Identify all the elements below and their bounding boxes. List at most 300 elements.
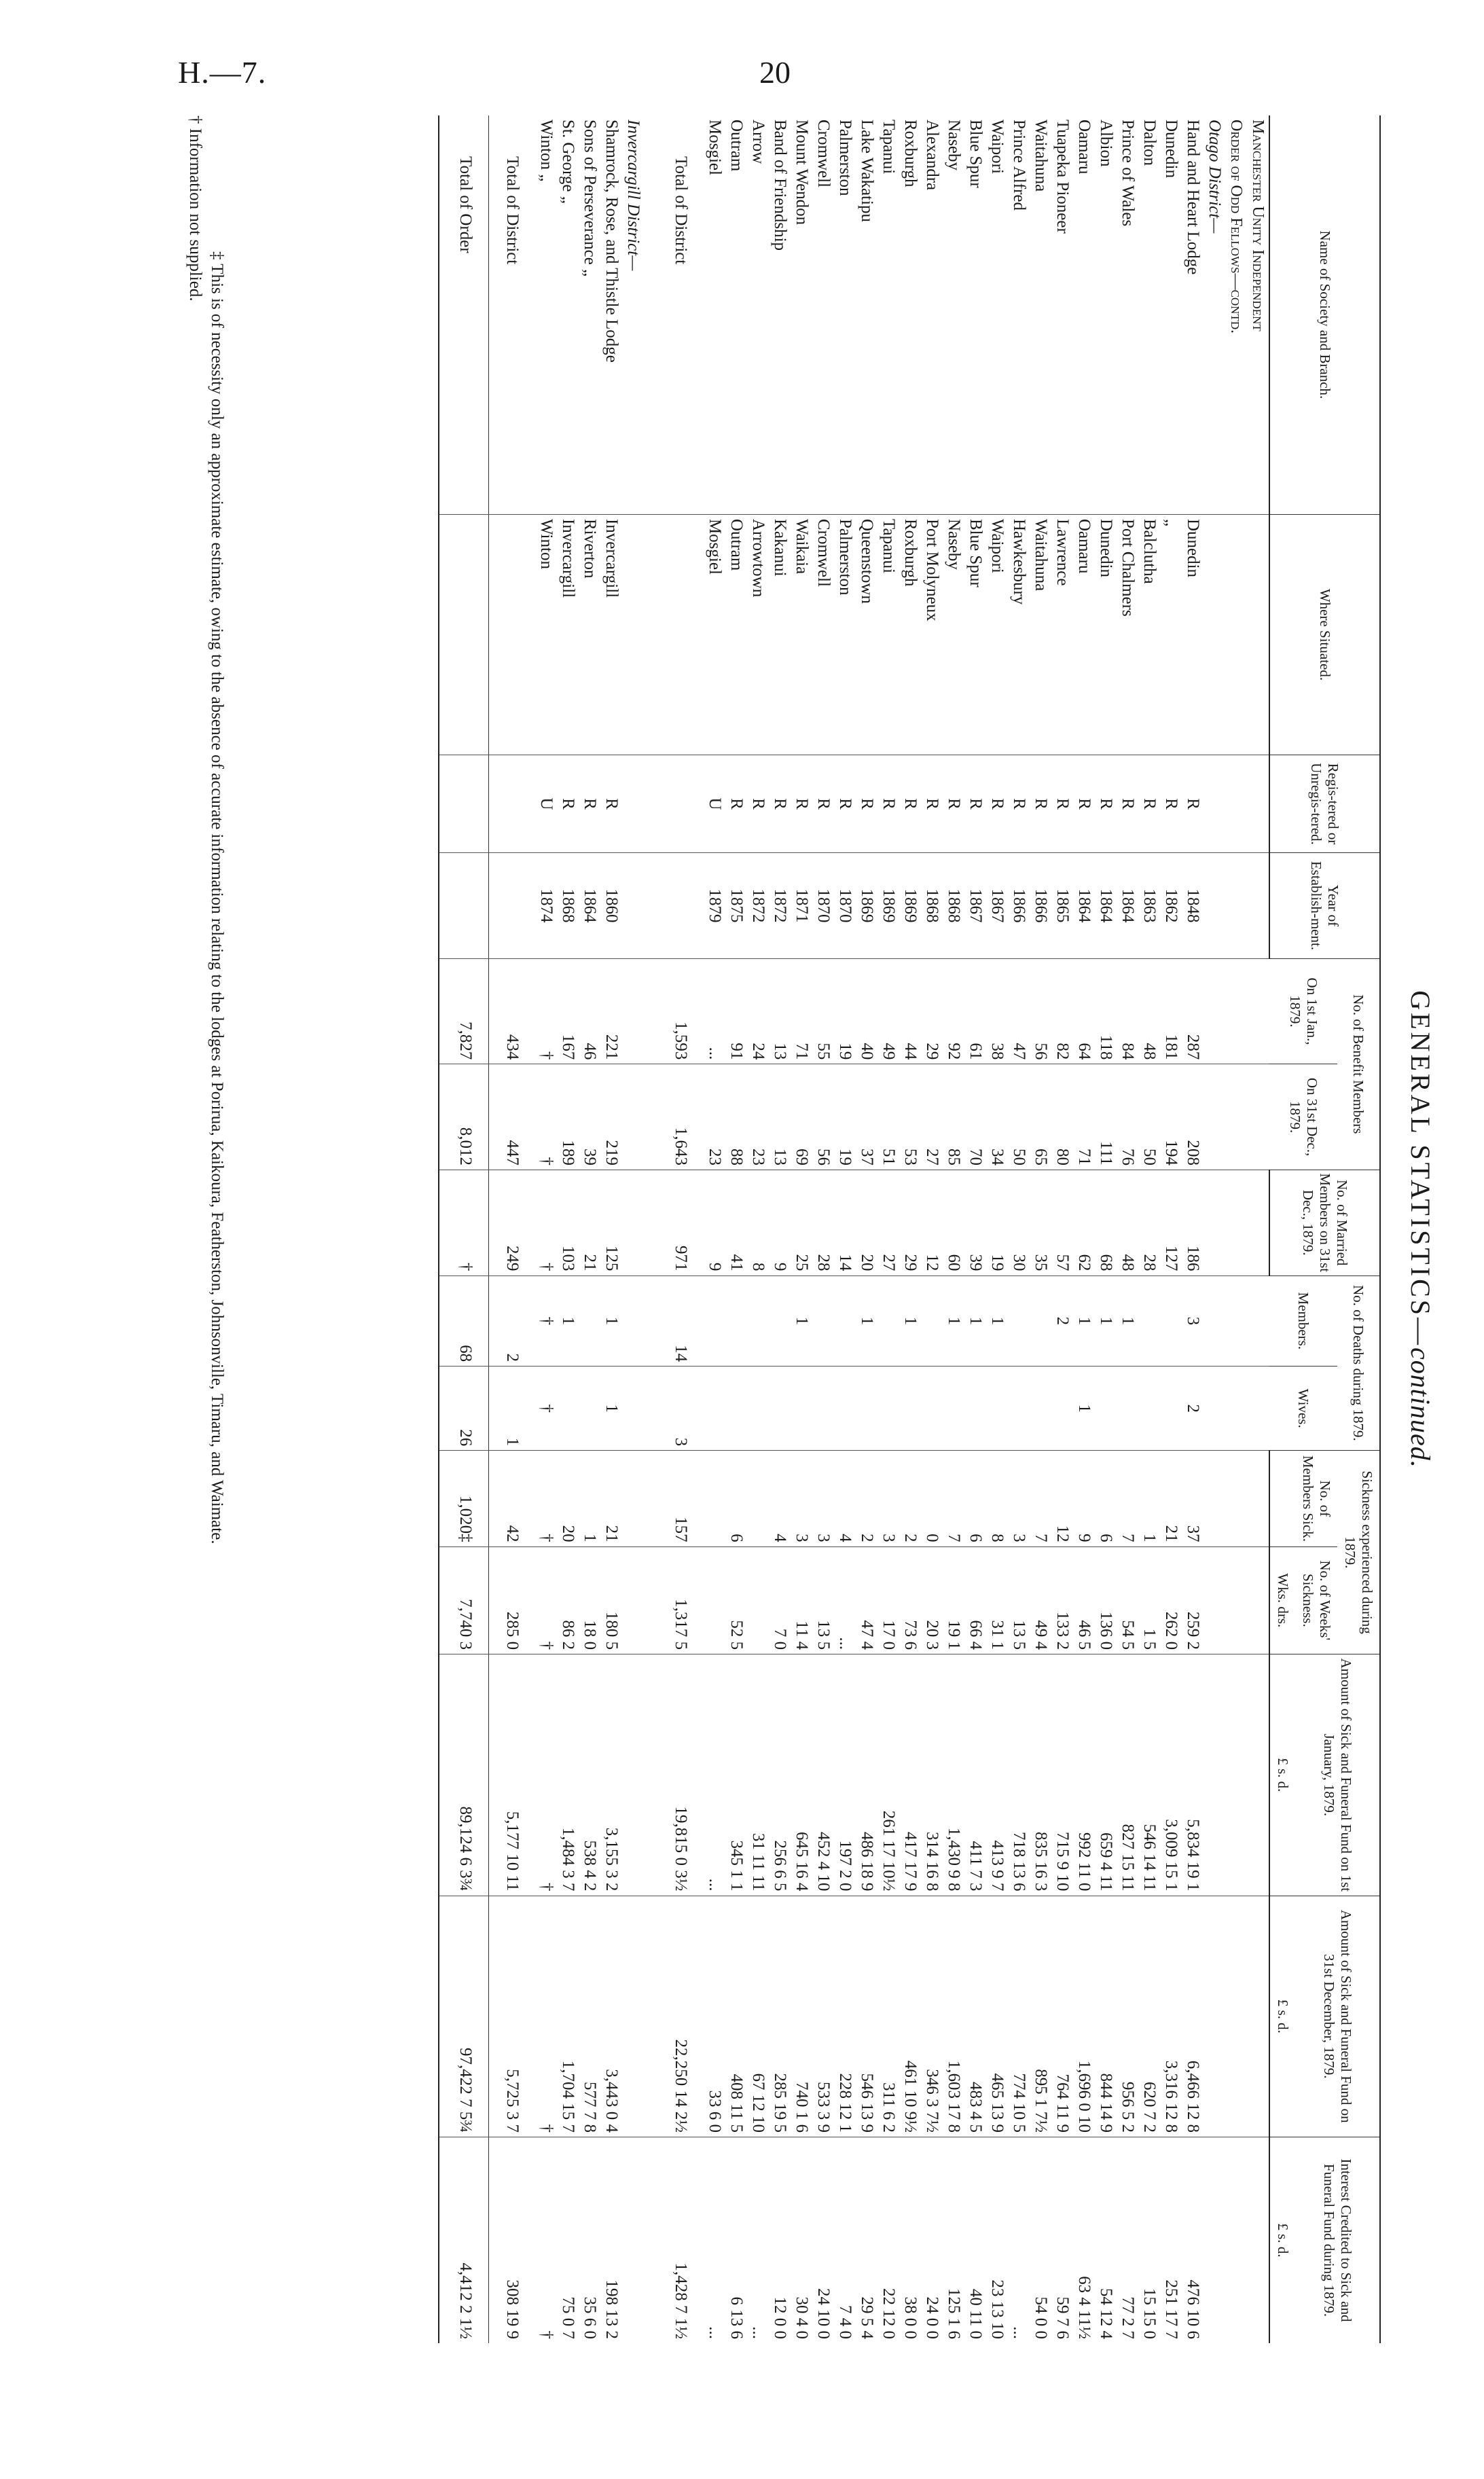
cell-f2: 461 10 9½ bbox=[899, 1896, 921, 2137]
cell-where: Tapanui bbox=[877, 514, 899, 755]
cell-dm: 1 bbox=[1095, 1275, 1117, 1367]
table-row bbox=[1051, 115, 1073, 2343]
otago-total-deaths-wives: 3 bbox=[657, 1367, 704, 1451]
cell-bd: 80 bbox=[1051, 1064, 1073, 1170]
order-total-fund-jan: 89,124 6 3¾ bbox=[442, 1654, 489, 1896]
cell-year: 1865 bbox=[1051, 853, 1073, 959]
cell-int: 7 4 0 bbox=[834, 2137, 856, 2343]
cell-name: Prince of Wales bbox=[1119, 120, 1137, 227]
cell-name: Shamrock, Rose, and Thistle Lodge bbox=[602, 120, 621, 363]
cell-year: 1862 bbox=[1160, 853, 1182, 959]
cell-f1: 197 2 0 bbox=[834, 1654, 856, 1896]
cell-bd: 50 bbox=[1138, 1064, 1160, 1170]
cell-f1: 546 14 11 bbox=[1138, 1654, 1160, 1896]
cell-f1: 31 11 11 bbox=[747, 1654, 769, 1896]
cell-f1: ... bbox=[704, 1654, 725, 1896]
cell-reg: R bbox=[964, 755, 986, 852]
cell-dw bbox=[1030, 1367, 1051, 1451]
col-benefit-jan: On 1st Jan., 1879. bbox=[1269, 958, 1337, 1064]
cell-reg: R bbox=[812, 755, 834, 852]
cell-sw: 13 5 bbox=[812, 1546, 834, 1654]
col-fund-jan: Amount of Sick and Funeral Fund on 1st January, 1879. bbox=[1295, 1654, 1380, 1896]
order-total-sick-members: 1,020‡ bbox=[442, 1451, 489, 1546]
order-total-fund-dec: 97,422 7 5¾ bbox=[442, 1896, 489, 2137]
cell-f1: 835 16 3 bbox=[1030, 1654, 1051, 1896]
table-row bbox=[1182, 115, 1204, 2343]
order-name-line2: Order of Odd Fellows—contd. bbox=[1227, 120, 1245, 334]
cell-f2: 956 5 2 bbox=[1117, 1896, 1138, 2137]
statistics-table bbox=[438, 115, 1381, 2343]
cell-dw bbox=[791, 1367, 812, 1451]
inv-total-benefit-dec: 447 bbox=[489, 1064, 536, 1170]
cell-int: 54 0 0 bbox=[1030, 2137, 1051, 2343]
cell-name: Lake Wakatipu bbox=[858, 120, 876, 222]
cell-reg: R bbox=[1095, 755, 1117, 852]
cell-bj: 84 bbox=[1117, 958, 1138, 1064]
cell-sw: 11 4 bbox=[791, 1546, 812, 1654]
cell-dm: 1 bbox=[791, 1275, 812, 1367]
order-total-benefit-jan: 7,827 bbox=[442, 958, 489, 1064]
cell-where: Waikaia bbox=[791, 514, 812, 755]
cell-dw bbox=[747, 1367, 769, 1451]
table-row bbox=[579, 115, 600, 2343]
cell-sw: 133 2 bbox=[1051, 1546, 1073, 1654]
cell-f2: 844 14 9 bbox=[1095, 1896, 1117, 2137]
cell-f2: 3,316 12 8 bbox=[1160, 1896, 1182, 2137]
cell-mar: 21 bbox=[579, 1170, 600, 1275]
cell-dm bbox=[834, 1275, 856, 1367]
cell-mar: 9 bbox=[769, 1170, 791, 1275]
otago-total-benefit-dec: 1,643 bbox=[657, 1064, 704, 1170]
inv-total-interest: 308 19 9 bbox=[489, 2137, 536, 2343]
cell-f2: 546 13 9 bbox=[856, 1896, 877, 2137]
cell-int: 30 4 0 bbox=[791, 2137, 812, 2343]
cell-sm: 6 bbox=[725, 1451, 747, 1546]
cell-where: Dunedin bbox=[1095, 514, 1117, 755]
cell-sw: 1 5 bbox=[1138, 1546, 1160, 1654]
col-sick-weeks: No. of Weeks' Sickness. bbox=[1295, 1546, 1337, 1654]
cell-bj: 221 bbox=[600, 958, 622, 1064]
cell-mar: 68 bbox=[1095, 1170, 1117, 1275]
cell-bj: 181 bbox=[1160, 958, 1182, 1064]
cell-name: St. George „ bbox=[559, 120, 577, 204]
cell-int: 251 17 7 bbox=[1160, 2137, 1182, 2343]
cell-bj: 29 bbox=[921, 958, 943, 1064]
cell-bj: 91 bbox=[725, 958, 747, 1064]
cell-sm: 4 bbox=[769, 1451, 791, 1546]
cell-bd: 208 bbox=[1182, 1064, 1204, 1170]
cell-bd: 34 bbox=[986, 1064, 1008, 1170]
cell-sm: 3 bbox=[791, 1451, 812, 1546]
cell-year: 1869 bbox=[877, 853, 899, 959]
cell-int: 29 5 4 bbox=[856, 2137, 877, 2343]
otago-total-label: Total of District bbox=[672, 156, 690, 265]
page-number: 20 bbox=[759, 55, 791, 90]
cell-where: Waipori bbox=[986, 514, 1008, 755]
order-name-line1: Manchester Unity Independent bbox=[1249, 120, 1267, 331]
cell-mar: 41 bbox=[725, 1170, 747, 1275]
cell-int: 12 0 0 bbox=[769, 2137, 791, 2343]
cell-f1: 345 1 1 bbox=[725, 1654, 747, 1896]
cell-name: Band of Friendship bbox=[771, 120, 789, 251]
cell-year: 1872 bbox=[769, 853, 791, 959]
district-otago-label: Otago District— bbox=[1206, 120, 1224, 234]
cell-year: 1867 bbox=[986, 853, 1008, 959]
cell-sw bbox=[747, 1546, 769, 1654]
cell-bj: 55 bbox=[812, 958, 834, 1064]
cell-mar: 8 bbox=[747, 1170, 769, 1275]
cell-dw bbox=[856, 1367, 877, 1451]
cell-int: 198 13 2 bbox=[600, 2137, 622, 2343]
cell-sm bbox=[747, 1451, 769, 1546]
cell-reg: R bbox=[1030, 755, 1051, 852]
cell-where: Lawrence bbox=[1051, 514, 1073, 755]
unit-weeks: Wks. drs. bbox=[1269, 1546, 1295, 1654]
cell-name: Outram bbox=[727, 120, 746, 172]
cell-f2: 285 19 5 bbox=[769, 1896, 791, 2137]
cell-sw: 46 5 bbox=[1073, 1546, 1095, 1654]
cell-dm bbox=[579, 1275, 600, 1367]
unit-blank bbox=[1269, 1451, 1295, 1546]
order-total-interest: 4,412 2 1½ bbox=[442, 2137, 489, 2343]
cell-bj: 82 bbox=[1051, 958, 1073, 1064]
cell-year: 1848 bbox=[1182, 853, 1204, 959]
cell-sw: 52 5 bbox=[725, 1546, 747, 1654]
cell-bj: 19 bbox=[834, 958, 856, 1064]
cell-where: Port Molyneux bbox=[921, 514, 943, 755]
cell-year: 1869 bbox=[856, 853, 877, 959]
cell-reg: R bbox=[725, 755, 747, 852]
footnote-double-dagger: ‡ This is of necessity only an approximate estimate, owing to the absence of accurate information relating to the lodges at Porirua, Kaikoura, Featherston, Johnsonville, Timaru, and Waimate. bbox=[208, 251, 226, 1544]
cell-bj: † bbox=[535, 958, 557, 1064]
col-registered: Regis-tered or Unregis-tered. bbox=[1269, 755, 1380, 852]
cell-dm: 2 bbox=[1051, 1275, 1073, 1367]
cell-mar: 9 bbox=[704, 1170, 725, 1275]
cell-f1: 645 16 4 bbox=[791, 1654, 812, 1896]
cell-mar: 57 bbox=[1051, 1170, 1073, 1275]
inv-total-sick-weeks: 285 0 bbox=[489, 1546, 536, 1654]
cell-bj: 118 bbox=[1095, 958, 1117, 1064]
cell-f2: 228 12 1 bbox=[834, 1896, 856, 2137]
inv-total-deaths-members: 2 bbox=[489, 1275, 536, 1367]
cell-dw bbox=[725, 1367, 747, 1451]
col-year: Year of Establish-ment. bbox=[1269, 853, 1380, 959]
cell-bd: 65 bbox=[1030, 1064, 1051, 1170]
cell-bd: 85 bbox=[943, 1064, 964, 1170]
table-row bbox=[1008, 115, 1030, 2343]
cell-sw: 86 2 bbox=[557, 1546, 579, 1654]
cell-name: Roxburgh bbox=[901, 120, 920, 187]
table-row bbox=[877, 115, 899, 2343]
cell-bj: 40 bbox=[856, 958, 877, 1064]
cell-dm: 1 bbox=[899, 1275, 921, 1367]
cell-dw bbox=[1138, 1367, 1160, 1451]
cell-mar: 186 bbox=[1182, 1170, 1204, 1275]
cell-sm: 9 bbox=[1073, 1451, 1095, 1546]
cell-reg: R bbox=[856, 755, 877, 852]
cell-where: Kakanui bbox=[769, 514, 791, 755]
cell-mar: 29 bbox=[899, 1170, 921, 1275]
table-row bbox=[600, 115, 622, 2343]
cell-bj: 287 bbox=[1182, 958, 1204, 1064]
table-row bbox=[1030, 115, 1051, 2343]
invercargill-total-label: Total of District bbox=[503, 156, 522, 265]
cell-reg: R bbox=[899, 755, 921, 852]
cell-sw: 19 1 bbox=[943, 1546, 964, 1654]
cell-int: 54 12 4 bbox=[1095, 2137, 1117, 2343]
otago-total-row bbox=[657, 115, 704, 2343]
cell-dw bbox=[964, 1367, 986, 1451]
cell-dw bbox=[943, 1367, 964, 1451]
cell-dw: 1 bbox=[1073, 1367, 1095, 1451]
cell-mar: 48 bbox=[1117, 1170, 1138, 1275]
section-order-line2 bbox=[1225, 115, 1247, 2343]
cell-bj: 47 bbox=[1008, 958, 1030, 1064]
cell-sw: 31 1 bbox=[986, 1546, 1008, 1654]
cell-where: Blue Spur bbox=[964, 514, 986, 755]
cell-sm: 7 bbox=[943, 1451, 964, 1546]
cell-f1: 256 6 5 bbox=[769, 1654, 791, 1896]
cell-bj: 64 bbox=[1073, 958, 1095, 1064]
cell-sm: 1 bbox=[1138, 1451, 1160, 1546]
cell-sw: 17 0 bbox=[877, 1546, 899, 1654]
cell-dm: † bbox=[535, 1275, 557, 1367]
cell-bd: 37 bbox=[856, 1064, 877, 1170]
cell-bd: 13 bbox=[769, 1064, 791, 1170]
cell-f2: 764 11 9 bbox=[1051, 1896, 1073, 2137]
cell-f1: 827 15 11 bbox=[1117, 1654, 1138, 1896]
cell-sm bbox=[704, 1451, 725, 1546]
col-sick-members: No. of Members Sick. bbox=[1295, 1451, 1337, 1546]
cell-f2: 533 3 9 bbox=[812, 1896, 834, 2137]
cell-year: 1879 bbox=[704, 853, 725, 959]
table-row bbox=[769, 115, 791, 2343]
otago-total-fund-jan: 19,815 0 3½ bbox=[657, 1654, 704, 1896]
cell-name: Naseby bbox=[945, 120, 963, 170]
cell-f2: 1,603 17 8 bbox=[943, 1896, 964, 2137]
cell-name: Tuapeka Pioneer bbox=[1053, 120, 1072, 234]
cell-dw bbox=[834, 1367, 856, 1451]
cell-dw bbox=[579, 1367, 600, 1451]
cell-where: Cromwell bbox=[812, 514, 834, 755]
cell-mar: 103 bbox=[557, 1170, 579, 1275]
cell-f2: 1,696 0 10 bbox=[1073, 1896, 1095, 2137]
cell-bd: 219 bbox=[600, 1064, 622, 1170]
cell-f2: 408 11 5 bbox=[725, 1896, 747, 2137]
cell-bd: 39 bbox=[579, 1064, 600, 1170]
cell-int: ... bbox=[1008, 2137, 1030, 2343]
cell-reg: R bbox=[1138, 755, 1160, 852]
cell-mar: 28 bbox=[1138, 1170, 1160, 1275]
cell-mar: 30 bbox=[1008, 1170, 1030, 1275]
cell-where: „ bbox=[1160, 514, 1182, 755]
cell-f2: 895 1 7½ bbox=[1030, 1896, 1051, 2137]
cell-year: 1870 bbox=[812, 853, 834, 959]
cell-reg: R bbox=[943, 755, 964, 852]
cell-f1: 715 9 10 bbox=[1051, 1654, 1073, 1896]
cell-sw: 262 0 bbox=[1160, 1546, 1182, 1654]
cell-dm: 1 bbox=[557, 1275, 579, 1367]
cell-f1: 314 16 8 bbox=[921, 1654, 943, 1896]
cell-where: Dunedin bbox=[1182, 514, 1204, 755]
order-total-label: Total of Order bbox=[442, 115, 489, 514]
inv-total-fund-jan: 5,177 10 11 bbox=[489, 1654, 536, 1896]
cell-where: Palmerston bbox=[834, 514, 856, 755]
cell-bj: 56 bbox=[1030, 958, 1051, 1064]
cell-bd: 111 bbox=[1095, 1064, 1117, 1170]
cell-reg: U bbox=[535, 755, 557, 852]
cell-dw bbox=[921, 1367, 943, 1451]
cell-sw: 54 5 bbox=[1117, 1546, 1138, 1654]
cell-where: Balclutha bbox=[1138, 514, 1160, 755]
cell-reg: R bbox=[1117, 755, 1138, 852]
table-row bbox=[557, 115, 579, 2343]
rotated-table-page bbox=[160, 115, 1436, 2343]
cell-name: Dunedin bbox=[1162, 120, 1180, 179]
cell-sm: 2 bbox=[856, 1451, 877, 1546]
cell-sm: 3 bbox=[812, 1451, 834, 1546]
table-row bbox=[704, 115, 725, 2343]
table-row bbox=[943, 115, 964, 2343]
cell-int: 63 4 11½ bbox=[1073, 2137, 1095, 2343]
cell-where: Waitahuna bbox=[1030, 514, 1051, 755]
cell-sm: 7 bbox=[1117, 1451, 1138, 1546]
cell-bj: 49 bbox=[877, 958, 899, 1064]
cell-bd: 71 bbox=[1073, 1064, 1095, 1170]
order-total-deaths-members: 68 bbox=[442, 1275, 489, 1367]
cell-where: Roxburgh bbox=[899, 514, 921, 755]
cell-dm: 3 bbox=[1182, 1275, 1204, 1367]
otago-total-married: 971 bbox=[657, 1170, 704, 1275]
cell-reg: R bbox=[600, 755, 622, 852]
otago-total-interest: 1,428 7 1½ bbox=[657, 2137, 704, 2343]
cell-int: 125 1 6 bbox=[943, 2137, 964, 2343]
cell-sw: † bbox=[535, 1546, 557, 1654]
table-row bbox=[1095, 115, 1117, 2343]
cell-dm bbox=[1008, 1275, 1030, 1367]
cell-year: 1866 bbox=[1030, 853, 1051, 959]
cell-f1: 413 9 7 bbox=[986, 1654, 1008, 1896]
col-deaths-members: Members. bbox=[1269, 1275, 1337, 1367]
cell-bj: 44 bbox=[899, 958, 921, 1064]
cell-sm: 6 bbox=[964, 1451, 986, 1546]
cell-dm bbox=[747, 1275, 769, 1367]
cell-f2: † bbox=[535, 1896, 557, 2137]
cell-name: Waitahuna bbox=[1032, 120, 1050, 192]
cell-sw: 13 5 bbox=[1008, 1546, 1030, 1654]
cell-mar: 35 bbox=[1030, 1170, 1051, 1275]
cell-year: 1870 bbox=[834, 853, 856, 959]
inv-total-deaths-wives: 1 bbox=[489, 1367, 536, 1451]
cell-dw bbox=[1160, 1367, 1182, 1451]
cell-mar: 20 bbox=[856, 1170, 877, 1275]
cell-where: Hawkesbury bbox=[1008, 514, 1030, 755]
table-row bbox=[1117, 115, 1138, 2343]
cell-reg: R bbox=[791, 755, 812, 852]
cell-int: 23 13 10 bbox=[986, 2137, 1008, 2343]
cell-dm: 1 bbox=[856, 1275, 877, 1367]
cell-dm bbox=[921, 1275, 943, 1367]
cell-sm: 6 bbox=[1095, 1451, 1117, 1546]
cell-mar: 62 bbox=[1073, 1170, 1095, 1275]
cell-bj: 167 bbox=[557, 958, 579, 1064]
cell-year: 1869 bbox=[899, 853, 921, 959]
cell-bd: 88 bbox=[725, 1064, 747, 1170]
cell-where: Mosgiel bbox=[704, 514, 725, 755]
cell-bd: † bbox=[535, 1064, 557, 1170]
cell-dw bbox=[1051, 1367, 1073, 1451]
cell-bj: 61 bbox=[964, 958, 986, 1064]
cell-int: 38 0 0 bbox=[899, 2137, 921, 2343]
cell-sm: 3 bbox=[1008, 1451, 1030, 1546]
cell-sw: 259 2 bbox=[1182, 1546, 1204, 1654]
cell-name: Palmerston bbox=[836, 120, 854, 196]
cell-f1: 659 4 11 bbox=[1095, 1654, 1117, 1896]
district-invercargill-heading bbox=[622, 115, 644, 2343]
cell-sw: 20 3 bbox=[921, 1546, 943, 1654]
cell-sm: 1 bbox=[579, 1451, 600, 1546]
cell-mar: 19 bbox=[986, 1170, 1008, 1275]
cell-name: Sons of Perseverance „ bbox=[581, 120, 599, 277]
cell-dm: 1 bbox=[943, 1275, 964, 1367]
cell-int: † bbox=[535, 2137, 557, 2343]
table-row bbox=[921, 115, 943, 2343]
cell-where: Queenstown bbox=[856, 514, 877, 755]
cell-where: Port Chalmers bbox=[1117, 514, 1138, 755]
cell-int: 59 7 6 bbox=[1051, 2137, 1073, 2343]
cell-sw bbox=[704, 1546, 725, 1654]
cell-dm bbox=[812, 1275, 834, 1367]
cell-dw bbox=[557, 1367, 579, 1451]
cell-f2: 6,466 12 8 bbox=[1182, 1896, 1204, 2137]
cell-year: 1875 bbox=[725, 853, 747, 959]
cell-sw: 180 5 bbox=[600, 1546, 622, 1654]
table-row bbox=[535, 115, 557, 2343]
cell-bj: 46 bbox=[579, 958, 600, 1064]
cell-f2: 483 4 5 bbox=[964, 1896, 986, 2137]
cell-dm: 1 bbox=[1117, 1275, 1138, 1367]
cell-reg: R bbox=[747, 755, 769, 852]
cell-dw: † bbox=[535, 1367, 557, 1451]
cell-int: 24 10 0 bbox=[812, 2137, 834, 2343]
col-benefit: No. of Benefit Members bbox=[1337, 958, 1380, 1170]
cell-bj: 24 bbox=[747, 958, 769, 1064]
cell-dm bbox=[1030, 1275, 1051, 1367]
cell-reg: R bbox=[834, 755, 856, 852]
cell-int: 75 0 7 bbox=[557, 2137, 579, 2343]
cell-bd: 27 bbox=[921, 1064, 943, 1170]
table-title bbox=[1405, 115, 1436, 2343]
cell-f2: 774 10 5 bbox=[1008, 1896, 1030, 2137]
inv-total-married: 249 bbox=[489, 1170, 536, 1275]
col-interest: Interest Credited to Sick and Funeral Fund during 1879. bbox=[1295, 2137, 1380, 2343]
cell-bj: 48 bbox=[1138, 958, 1160, 1064]
cell-name: Tapanui bbox=[880, 120, 898, 175]
cell-sm: 2 bbox=[899, 1451, 921, 1546]
cell-where: Outram bbox=[725, 514, 747, 755]
cell-f2: 346 3 7½ bbox=[921, 1896, 943, 2137]
cell-f2: 1,704 15 7 bbox=[557, 1896, 579, 2137]
cell-f1: 718 13 6 bbox=[1008, 1654, 1030, 1896]
table-body bbox=[439, 115, 1269, 2343]
cell-mar: 12 bbox=[921, 1170, 943, 1275]
cell-dw bbox=[986, 1367, 1008, 1451]
cell-reg: R bbox=[1160, 755, 1182, 852]
cell-int: 77 2 7 bbox=[1117, 2137, 1138, 2343]
cell-bj: 92 bbox=[943, 958, 964, 1064]
cell-year: 1864 bbox=[579, 853, 600, 959]
table-row bbox=[834, 115, 856, 2343]
